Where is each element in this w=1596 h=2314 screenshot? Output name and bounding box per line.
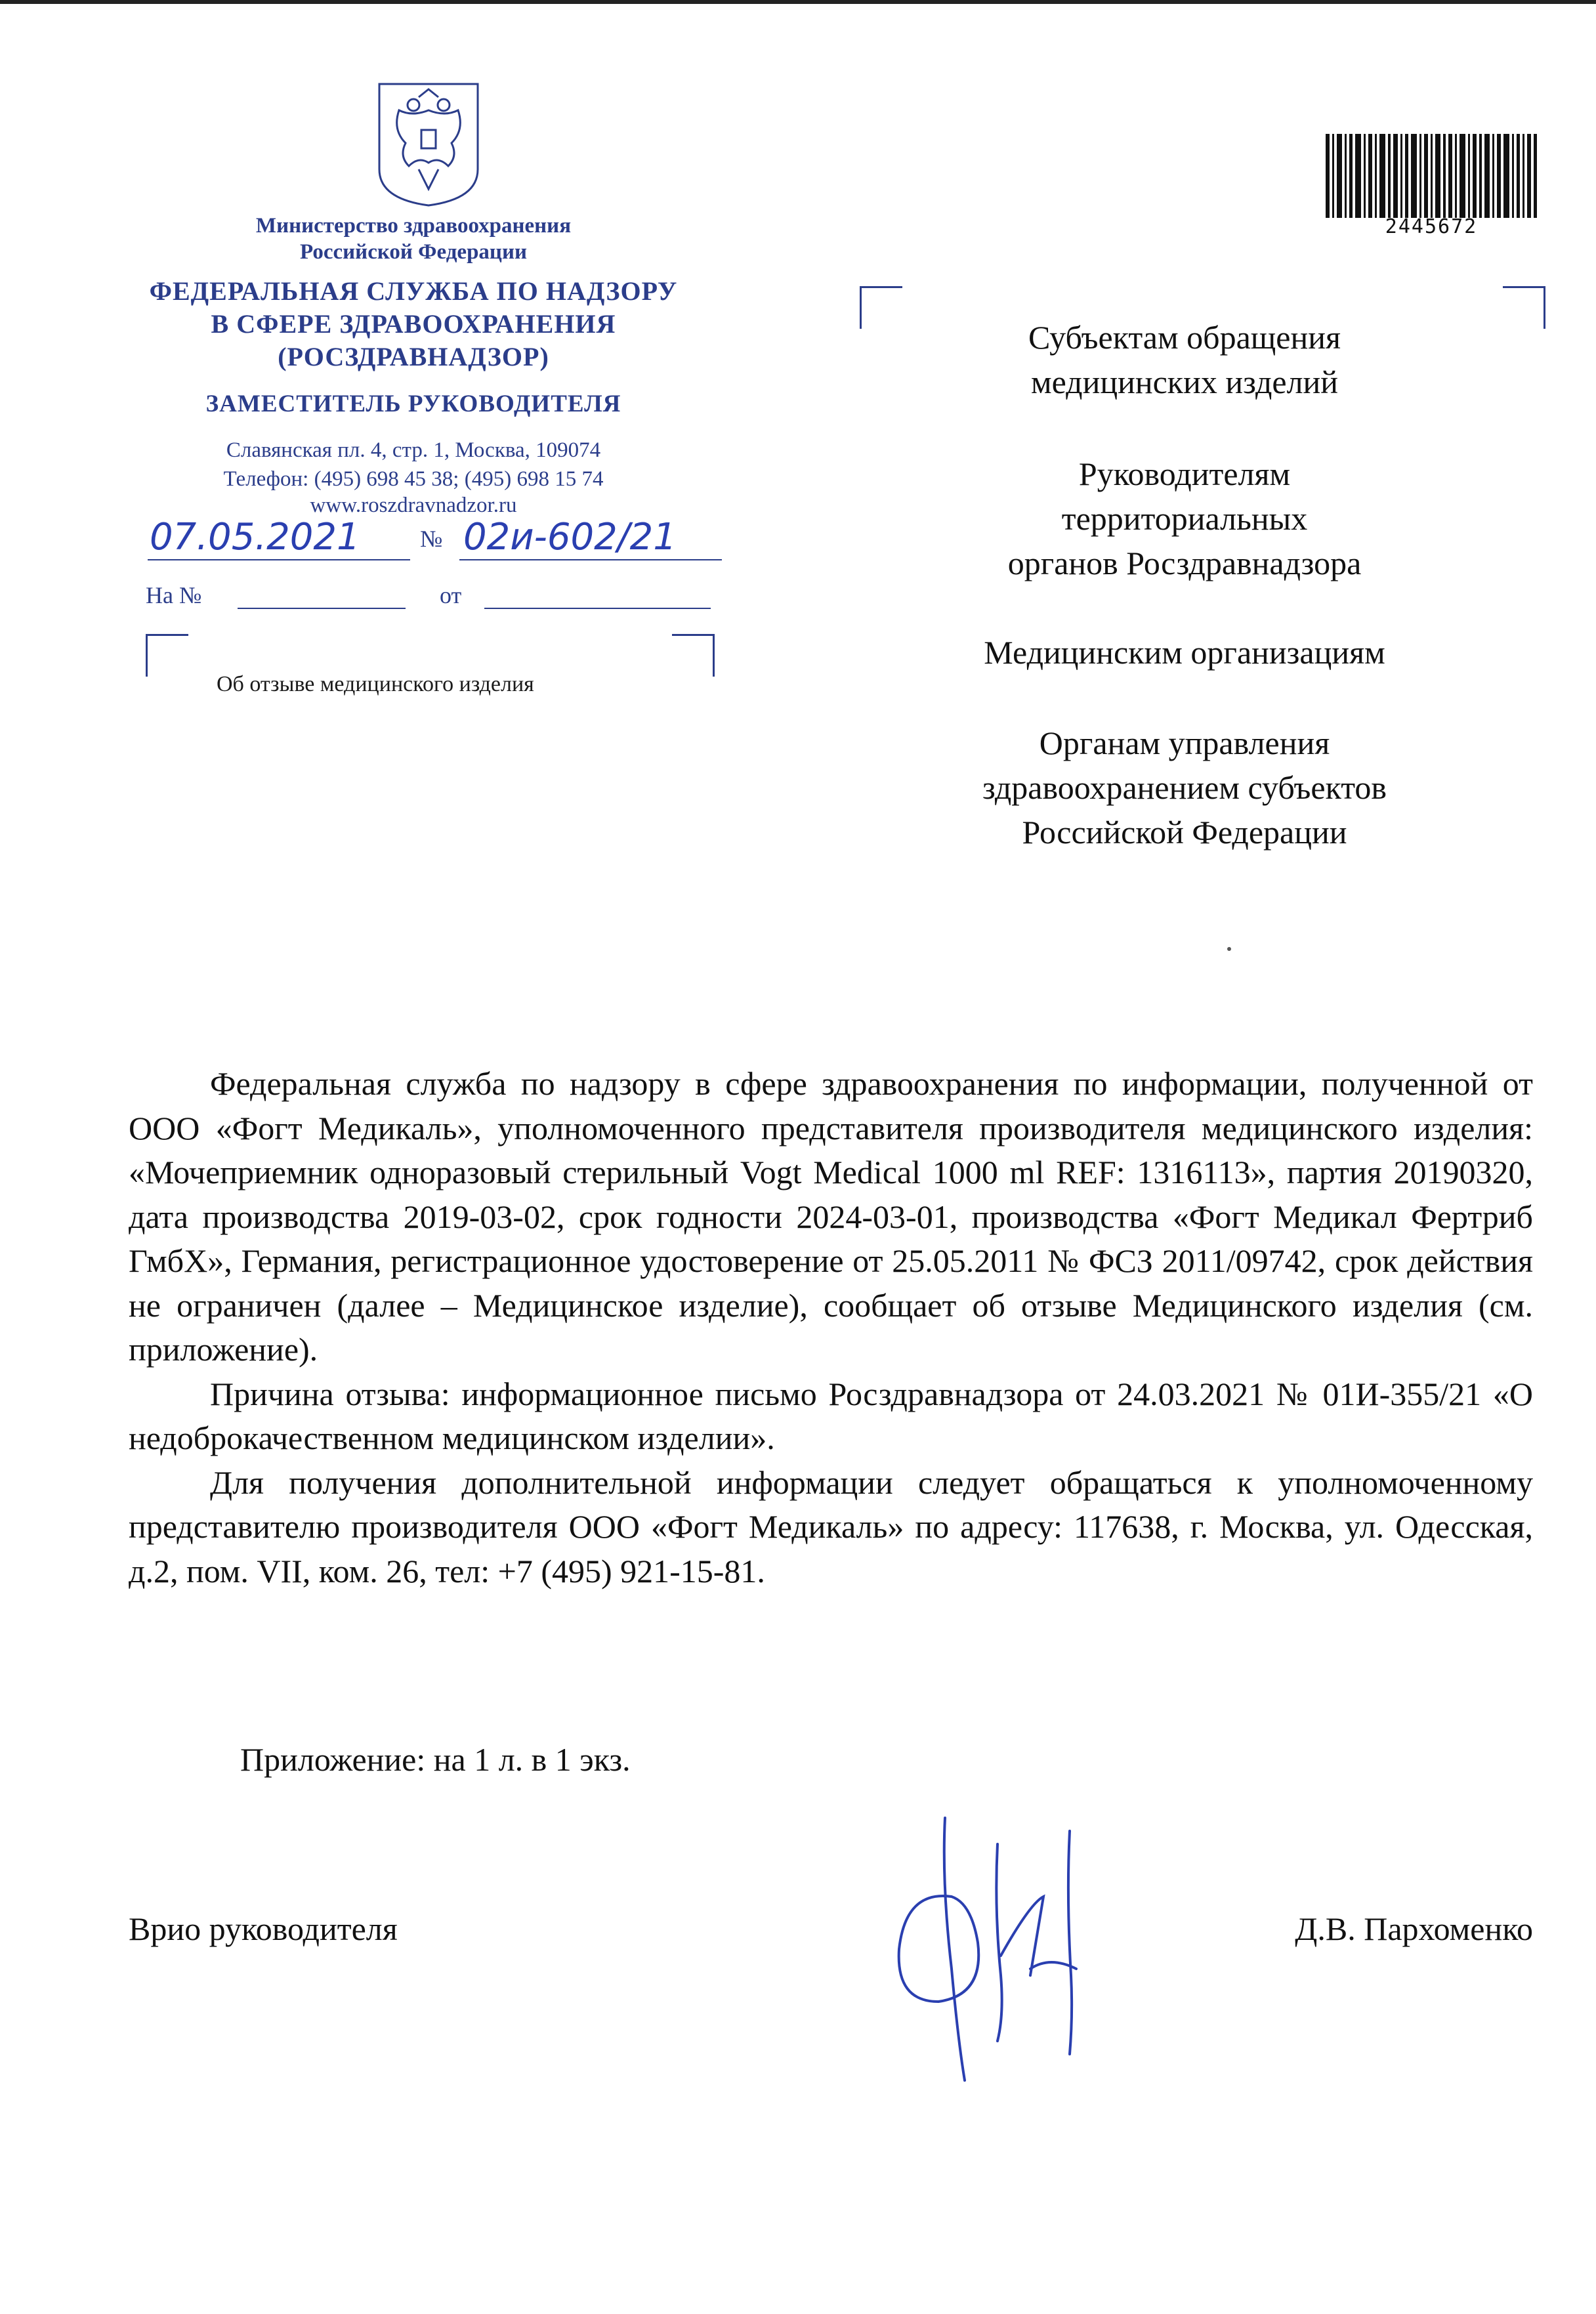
letter-subject: Об отзыве медицинского изделия [217, 672, 534, 696]
ministry-name: Министерство здравоохранения [255, 214, 572, 238]
addressee-corner-left [860, 286, 902, 329]
attachment-note: Приложение: на 1 л. в 1 экз. [240, 1741, 631, 1778]
letter-body [129, 1062, 1533, 1593]
addressee-line: территориальных [1061, 500, 1308, 537]
number-label: № [420, 526, 443, 552]
addressee-corner-right [1503, 286, 1545, 329]
addressee-line: Органам управления [1039, 725, 1330, 761]
handwritten-number: 02и-602/21 [463, 516, 677, 558]
addressee-line: органов Росздравнадзора [1007, 545, 1362, 581]
addressee-block [906, 452, 1463, 585]
addressee-line: Субъектам обращения [1028, 319, 1341, 356]
addressee-line: Российской Федерации [1022, 814, 1347, 851]
signer-name: Д.В. Пархоменко [1295, 1910, 1533, 1947]
top-border-line [0, 0, 1596, 4]
handwritten-date: 07.05.2021 [150, 516, 360, 558]
addressee-line: Руководителям [1078, 455, 1291, 492]
website: www.roszdravnadzor.ru [310, 494, 517, 517]
service-name-line1: ФЕДЕРАЛЬНАЯ СЛУЖБА ПО НАДЗОРУ [149, 276, 678, 306]
double-headed-eagle-icon [373, 77, 484, 209]
reply-to-label: На № [146, 582, 202, 608]
scan-speck [1227, 947, 1231, 951]
ministry-country: Российской Федерации [300, 240, 527, 264]
handwritten-signature-icon [879, 1805, 1102, 2093]
body-paragraph: Для получения дополнительной информации следует обращаться к уполномоченному представителю производителя ООО «Фогт Медикаль» по адресу: 117638, г. Москва, ул. Одесская, д.2, пом. VII, ком. 26, тел: +7 (495) 921-15-81. [129, 1463, 1533, 1589]
barcode [1326, 134, 1537, 218]
reply-to-date-field [484, 608, 711, 609]
date-underline [148, 559, 410, 560]
deputy-title: ЗАМЕСТИТЕЛЬ РУКОВОДИТЕЛЯ [205, 390, 621, 417]
addressee-block [906, 630, 1463, 675]
body-paragraph: Причина отзыва: информационное письмо Росздравнадзора от 24.03.2021 № 01И-355/21 «О недоброкачественном медицинском изделии». [129, 1375, 1533, 1456]
addressee-line: Медицинским организациям [984, 634, 1385, 671]
service-name-line2: В СФЕРЕ ЗДРАВООХРАНЕНИЯ [211, 309, 616, 339]
addressee-line: медицинских изделий [1030, 364, 1339, 400]
addressee-block [906, 721, 1463, 854]
subject-corner-left [146, 634, 188, 677]
body-paragraph: Федеральная служба по надзору в сфере здравоохранения по информации, полученной от ООО «Фогт Медикаль», уполномоченного представителя производителя медицинского изделия: «Мочеприемник одноразовый стерильный Vogt Medical 1000 ml REF: 1316113», партия 20190320, дата производства 2019-03-02, срок годности 2024-03-01, производства «Фогт Медикал Фертриб ГмбХ», Германия, регистрационное удостоверение от 25.05.2011 № ФСЗ 2011/09742, срок действия не ограничен (далее – Медицинское изделие), сообщает об отзыве Медицинского изделия (см. приложение). [129, 1065, 1533, 1368]
reply-to-from-label: от [440, 582, 462, 608]
reply-to-number-field [238, 608, 406, 609]
subject-corner-right [672, 634, 715, 677]
service-abbreviation: (РОСЗДРАВНАДЗОР) [278, 342, 549, 371]
signer-position: Врио руководителя [129, 1910, 398, 1947]
barcode-number: 2445672 [1385, 215, 1478, 238]
addressee-block [906, 315, 1463, 404]
phone: Телефон: (495) 698 45 38; (495) 698 15 74 [223, 467, 604, 491]
number-underline [459, 559, 722, 560]
address: Славянская пл. 4, стр. 1, Москва, 109074 [226, 438, 601, 462]
addressee-line: здравоохранением субъектов [982, 769, 1387, 806]
